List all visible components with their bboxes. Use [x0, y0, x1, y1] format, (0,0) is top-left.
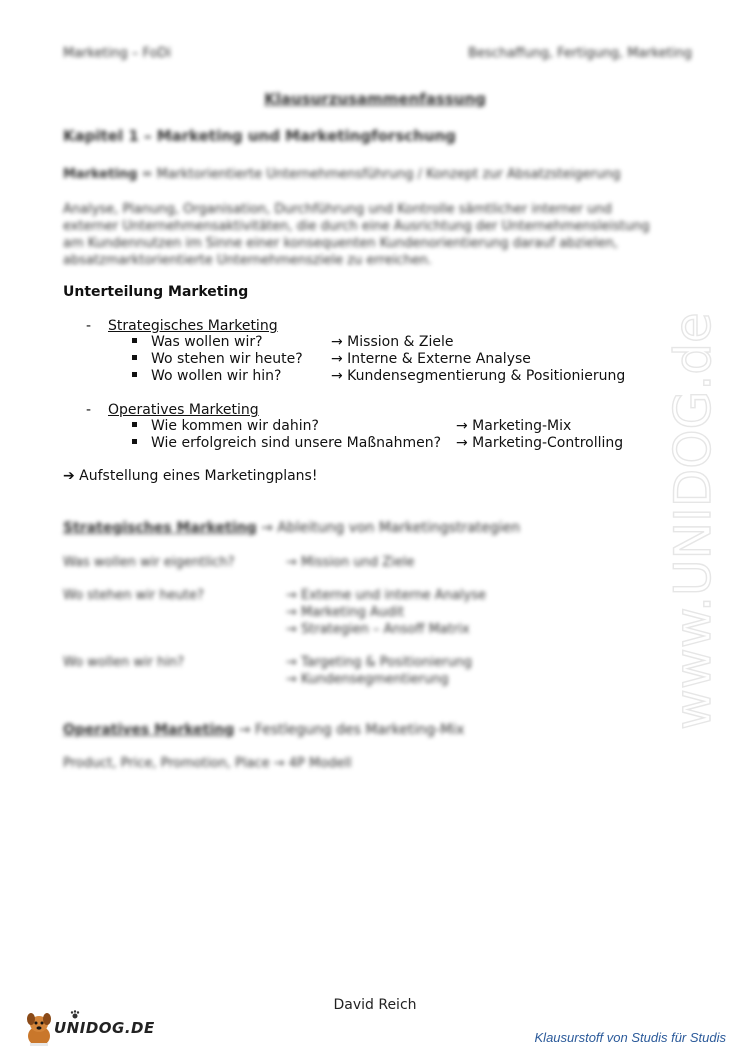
paw-icon [70, 1010, 80, 1020]
strategic-section-subtitle: → Ableitung von Marketingstrategien [256, 520, 521, 536]
dog-icon [22, 1010, 56, 1050]
watermark-text-graphic [664, 290, 750, 730]
strategy-answer: → Externe und interne Analyse [286, 588, 486, 603]
operative-section-subtitle: → Festlegung des Marketing-Mix [234, 722, 465, 738]
unidog-logo[interactable] [22, 1010, 155, 1050]
bullet-icon [132, 338, 137, 343]
bullet-icon [132, 372, 137, 377]
header-right: Beschaffung, Fertigung, Marketing [468, 46, 692, 61]
strategy-question: Wo stehen wir heute? [63, 588, 204, 603]
list-item: Was wollen wir? [132, 334, 263, 350]
strategy-answer: → Strategien – Ansoff Matrix [286, 622, 470, 637]
list-item-answer: → Mission & Ziele [331, 334, 454, 350]
strategy-answer: → Mission und Ziele [286, 555, 415, 570]
bullet-icon [132, 422, 137, 427]
paragraph-line-4: absatzmarktorientierte Unternehmensziele zu erreichen. [63, 253, 432, 268]
operative-section-line: Product, Price, Promotion, Place → 4P Modell [63, 756, 352, 771]
strategic-section-title: Strategisches Marketing [63, 520, 257, 536]
list-item-answer: → Marketing-Mix [456, 418, 572, 434]
list-item: Wie erfolgreich sind unsere Maßnahmen? [132, 435, 441, 451]
marketing-term: Marketing [63, 167, 138, 182]
section-heading-unterteilung: Unterteilung Marketing [63, 284, 249, 300]
list-item-answer: → Interne & Externe Analyse [331, 351, 531, 367]
operative-list-dash: - [86, 402, 92, 418]
footer-author: David Reich [333, 997, 417, 1013]
list-item-answer: → Kundensegmentierung & Positionierung [331, 368, 626, 384]
operative-section-heading [63, 722, 464, 738]
strategic-section-heading [63, 520, 520, 536]
marketing-definition [63, 167, 621, 182]
list-item: Wie kommen wir dahin? [132, 418, 319, 434]
strategy-question: Wo wollen wir hin? [63, 655, 185, 670]
strategy-answer: → Kundensegmentierung [286, 672, 449, 687]
operative-section-title: Operatives Marketing [63, 722, 235, 738]
chapter-heading: Kapitel 1 – Marketing und Marketingforschung [63, 127, 456, 145]
strategy-answer: → Targeting & Positionierung [286, 655, 473, 670]
watermark-text: www.UNIDOG.de [664, 312, 722, 730]
footer-tagline: Klausurstoff von Studis für Studis [534, 1030, 726, 1045]
conclusion-text: ➔ Aufstellung eines Marketingplans! [63, 468, 318, 484]
marketing-definition-text: = Marktorientierte Unternehmensführung / Konzept zur Absatzsteigerung [137, 167, 621, 182]
paragraph-line-3: am Kundennutzen im Sinne einer konsequenten Kundenorientierung darauf abzielen, [63, 236, 618, 251]
document-title: Klausurzusammenfassung [264, 90, 486, 108]
list-item: Wo stehen wir heute? [132, 351, 303, 367]
paragraph-line-1: Analyse, Planung, Organisation, Durchführung und Kontrolle sämtlicher interner und [63, 202, 612, 217]
bullet-icon [132, 355, 137, 360]
operative-marketing-label: Operatives Marketing [108, 402, 259, 418]
list-item: Wo wollen wir hin? [132, 368, 281, 384]
strategic-list-dash: - [86, 318, 92, 334]
list-item-answer: → Marketing-Controlling [456, 435, 624, 451]
watermark [664, 290, 750, 730]
header-left: Marketing – FoDi [63, 46, 172, 61]
strategic-marketing-label: Strategisches Marketing [108, 318, 278, 334]
strategy-question: Was wollen wir eigentlich? [63, 555, 235, 570]
bullet-icon [132, 439, 137, 444]
strategy-answer: → Marketing Audit [286, 605, 405, 620]
logo-text: UNIDOG.DE [54, 1019, 155, 1037]
paragraph-line-2: externer Unternehmensaktivitäten, die durch eine Ausrichtung der Unternehmensleistung [63, 219, 650, 234]
